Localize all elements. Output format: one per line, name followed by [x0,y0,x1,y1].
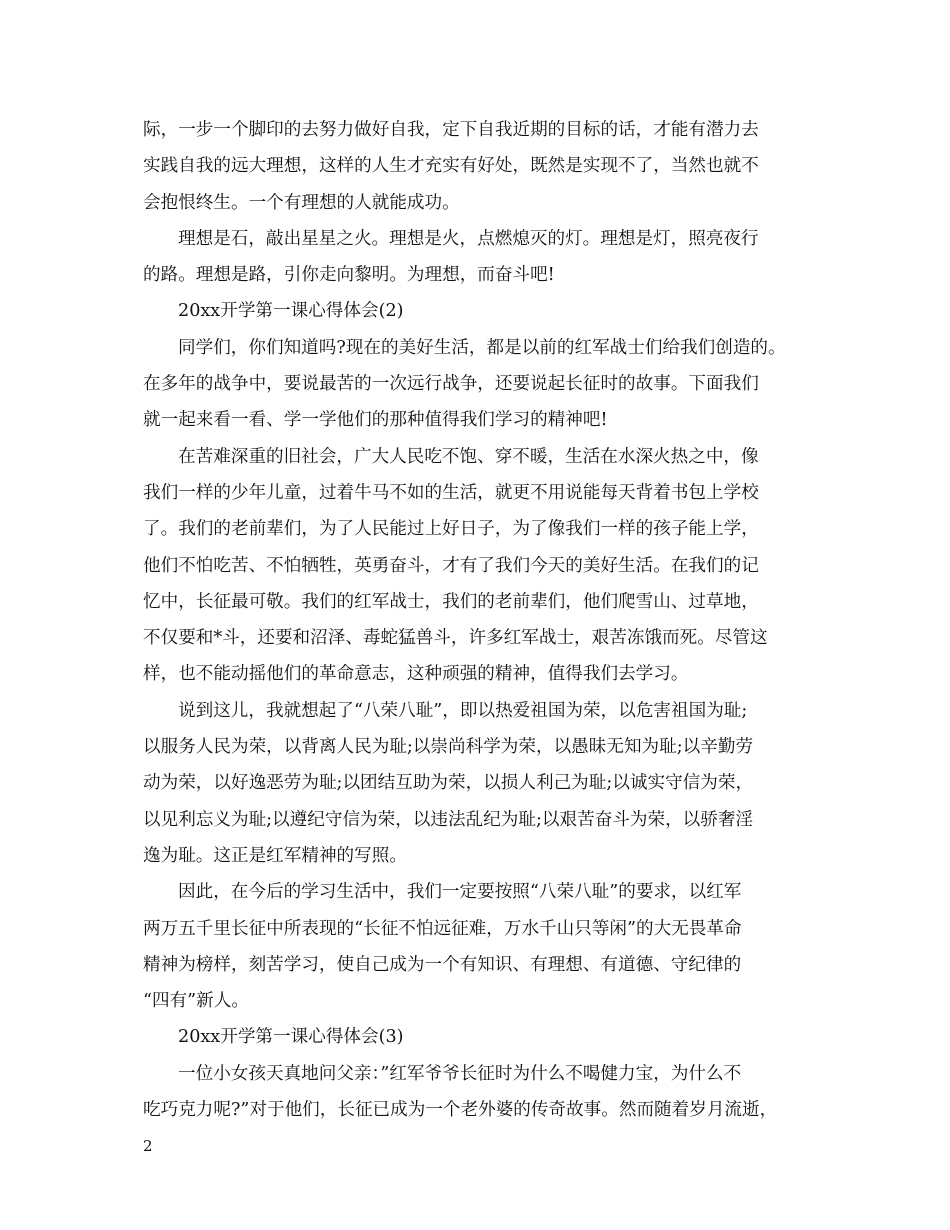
text-line: 不仅要和*斗，还要和沼泽、毒蛇猛兽斗，许多红军战士，艰苦冻饿而死。尽管这 [143,628,768,649]
text-line: 他们不怕吃苦、不怕牺牲，英勇奋斗，才有了我们今天的美好生活。在我们的记 [143,555,759,576]
text-line: 说到这儿，我就想起了“八荣八耻”，即以热爱祖国为荣，以危害祖国为耻; [178,700,748,721]
text-line: 以服务人民为荣，以背离人民为耻;以崇尚科学为荣，以愚昧无知为耻;以辛勤劳 [143,737,754,758]
document-body [143,112,823,1128]
text-line: 实践自我的远大理想，这样的人生才充实有好处，既然是实现不了，当然也就不 [143,156,759,177]
text-line: 理想是石，敲出星星之火。理想是火，点燃熄灭的灯。理想是灯，照亮夜行 [178,228,759,249]
text-line: “四有”新人。 [143,991,249,1012]
text-line: 吃巧克力呢?”对于他们，长征已成为一个老外婆的传奇故事。然而随着岁月流逝， [143,1100,778,1121]
text-line: 一位小女孩天真地问父亲：”红军爷爷长征时为什么不喝健力宝，为什么不 [178,1063,742,1084]
text-line: 的路。理想是路，引你走向黎明。为理想，而奋斗吧! [143,265,555,286]
text-line: 就一起来看一看、学一学他们的那种值得我们学习的精神吧! [143,410,608,431]
text-line: 在苦难深重的旧社会，广大人民吃不饱、穿不暖，生活在水深火热之中，像 [178,446,759,467]
text-line: 精神为榜样，刻苦学习，使自己成为一个有知识、有理想、有道德、守纪律的 [143,954,742,975]
text-line: 忆中，长征最可敬。我们的红军战士，我们的老前辈们，他们爬雪山、过草地， [143,591,759,612]
text-line: 20xx开学第一课心得体会(2) [178,301,404,322]
text-line: 在多年的战争中，要说最苦的一次远行战争，还要说起长征时的故事。下面我们 [143,374,759,395]
text-line: 动为荣，以好逸恶劳为耻;以团结互助为荣，以损人利己为耻;以诚实守信为荣， [143,773,754,794]
text-line: 20xx开学第一课心得体会(3) [178,1027,404,1048]
text-line: 同学们，你们知道吗?现在的美好生活，都是以前的红军战士们给我们创造的。 [178,337,786,358]
text-line: 会抱恨终生。一个有理想的人就能成功。 [143,192,460,213]
page-number: 2 [143,1137,153,1155]
text-line: 两万五千里长征中所表现的“长征不怕远征难，万水千山只等闲”的大无畏革命 [143,918,742,939]
text-line: 我们一样的少年儿童，过着牛马不如的生活，就更不用说能每天背着书包上学校 [143,482,759,503]
text-line: 逸为耻。这正是红军精神的写照。 [143,845,407,866]
text-line: 因此，在今后的学习生活中，我们一定要按照“八荣八耻”的要求，以红军 [178,882,742,903]
text-line: 了。我们的老前辈们，为了人民能过上好日子，为了像我们一样的孩子能上学， [143,519,759,540]
text-line: 样，也不能动摇他们的革命意志，这种顽强的精神，值得我们去学习。 [143,664,689,685]
text-line: 以见利忘义为耻;以遵纪守信为荣，以违法乱纪为耻;以艰苦奋斗为荣，以骄奢淫 [143,809,754,830]
text-line: 际，一步一个脚印的去努力做好自我，定下自我近期的目标的话，才能有潜力去 [143,120,759,140]
